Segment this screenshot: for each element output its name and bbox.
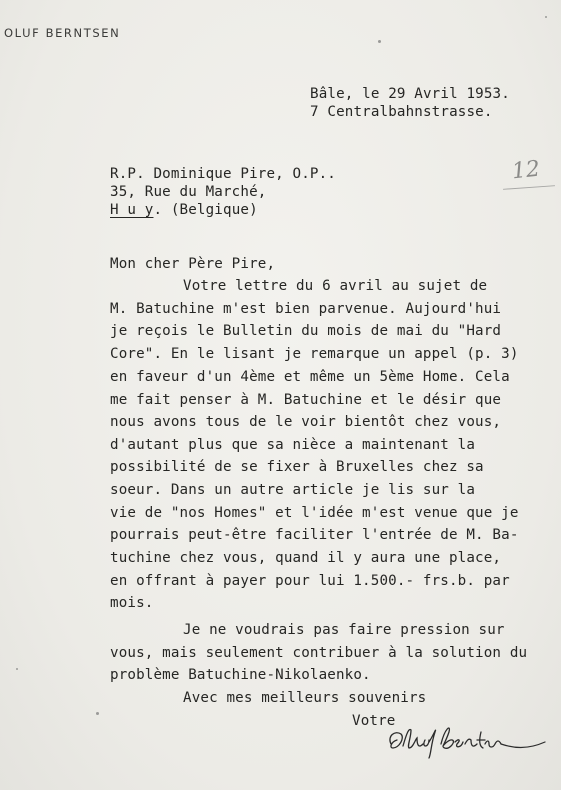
address-line: 7 Centralbahnstrasse.	[310, 104, 493, 120]
salutation: Mon cher Père Pire,	[110, 256, 276, 272]
paragraph1-line: en faveur d'un 4ème et même un 5ème Home. Cela	[110, 369, 510, 385]
recipient-street: 35, Rue du Marché,	[110, 184, 267, 200]
recipient-country: . (Belgique)	[153, 202, 258, 218]
paragraph1-line: d'autant plus que sa nièce a maintenant la	[110, 437, 476, 453]
paragraph1-line: tuchine chez vous, quand il y aura une place,	[110, 550, 502, 566]
paragraph1-line: M. Batuchine m'est bien parvenue. Aujourd'hui	[110, 301, 502, 317]
closing: Avec mes meilleurs souvenirs	[183, 690, 427, 706]
paragraph1-line: vie de "nos Homes" et l'idée m'est venue que je	[110, 505, 519, 521]
paragraph2-line: vous, mais seulement contribuer à la solution du	[110, 645, 528, 661]
handwritten-signature	[385, 718, 550, 762]
paragraph1-line: soeur. Dans un autre article je lis sur la	[110, 482, 476, 498]
recipient-city-line	[110, 202, 258, 218]
recipient-name: R.P. Dominique Pire, O.P..	[110, 166, 336, 182]
recipient-city: H u y	[110, 202, 154, 218]
paragraph1-line: je reçois le Bulletin du mois de mai du "Hard	[110, 323, 502, 339]
page-number-stroke	[503, 185, 555, 190]
paper-speck	[378, 40, 381, 43]
paragraph1-line: mois.	[110, 595, 154, 611]
paragraph1-line: nous avons tous de le voir bientôt chez vous,	[110, 414, 502, 430]
paragraph1-line: possibilité de se fixer à Bruxelles chez sa	[110, 459, 484, 475]
signoff: Votre	[352, 713, 396, 729]
paragraph1-line: Core". En le lisant je remarque un appel (p. 3)	[110, 346, 519, 362]
letterhead: OLUF BERNTSEN	[4, 26, 121, 40]
paper-speck	[545, 16, 547, 18]
paragraph1-line: Votre lettre du 6 avril au sujet de	[183, 278, 488, 294]
paragraph2-line: Je ne voudrais pas faire pression sur	[183, 622, 505, 638]
paragraph1-line: me fait penser à M. Batuchine et le désir que	[110, 392, 502, 408]
page-number: 12	[510, 156, 542, 185]
paragraph2-line: problème Batuchine-Nikolaenko.	[110, 667, 371, 683]
date-line: Bâle, le 29 Avril 1953.	[310, 86, 510, 102]
paragraph1-line: en offrant à payer pour lui 1.500.- frs.b. par	[110, 573, 510, 589]
paper-speck	[96, 712, 99, 715]
paper-speck	[16, 668, 18, 670]
paragraph1-line: pourrais peut-être faciliter l'entrée de M. Ba-	[110, 527, 519, 543]
